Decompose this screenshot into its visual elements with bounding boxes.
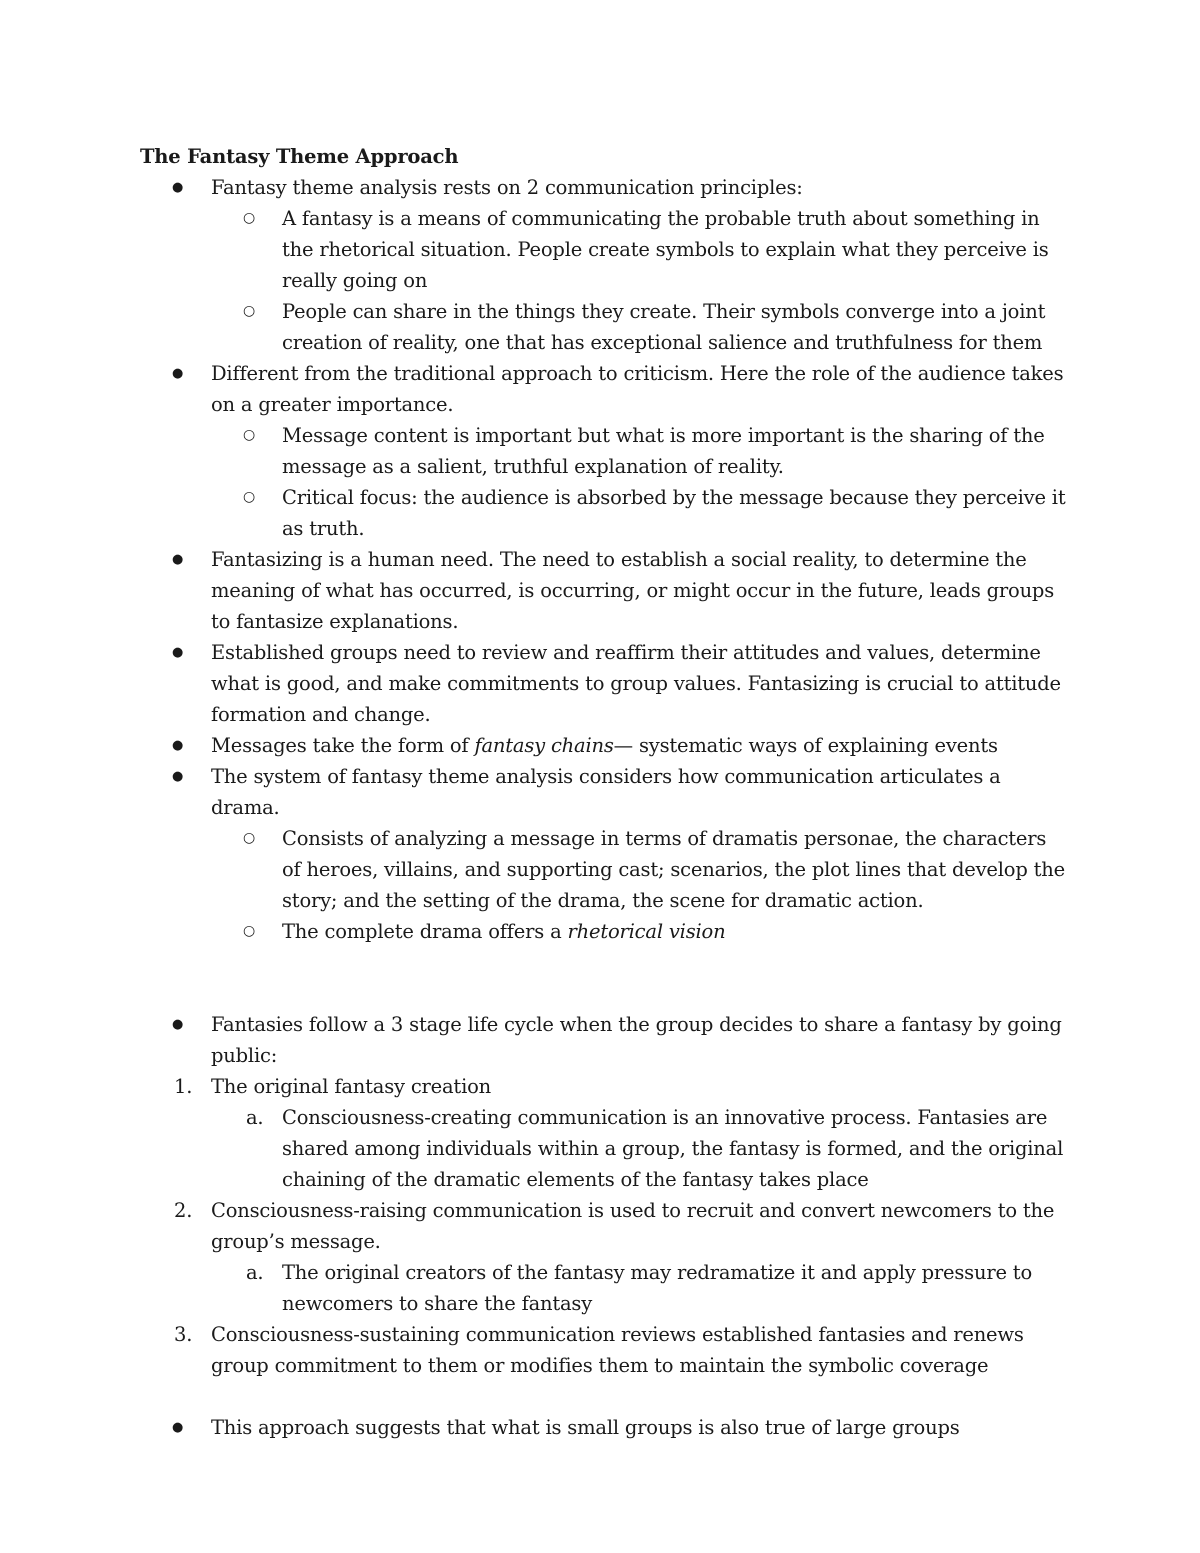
circle-bullet-icon: ○	[243, 210, 256, 226]
list-item	[140, 761, 1070, 823]
list-item	[140, 730, 1070, 761]
list-item-text: The system of fantasy theme analysis considers how communication articulates a drama.	[211, 765, 1001, 819]
list-item	[140, 358, 1070, 420]
emphasis-term: rhetorical vision	[567, 920, 726, 943]
sub-list-item	[140, 916, 1070, 947]
list-number: 1.	[174, 1075, 193, 1098]
sub-list-item-text: A fantasy is a means of communicating the probable truth about something in the rhetorical situation. People create symbols to explain what they perceive is really going on	[282, 207, 1049, 292]
list-letter: a.	[246, 1106, 264, 1129]
list-item	[140, 637, 1070, 730]
text-run: — systematic ways of explaining events	[613, 734, 998, 757]
circle-bullet-icon: ○	[243, 303, 256, 319]
bullet-icon: ●	[172, 645, 184, 660]
lettered-item	[140, 1257, 1070, 1319]
circle-bullet-icon: ○	[243, 923, 256, 939]
list-item-text: Fantasizing is a human need. The need to establish a social reality, to determine the meaning of what has occurred, is occurring, or might occur in the future, leads groups to fantasize explanations.	[211, 548, 1055, 633]
sub-list-item-text: Critical focus: the audience is absorbed by the message because they perceive it as truth.	[282, 486, 1066, 540]
list-item-text: Fantasies follow a 3 stage life cycle when the group decides to share a fantasy by going public:	[211, 1013, 1062, 1067]
list-number: 2.	[174, 1199, 193, 1222]
sub-list-item	[140, 296, 1070, 358]
sub-list-item-text: Message content is important but what is more important is the sharing of the message as a salient, truthful explanation of reality.	[282, 424, 1045, 478]
list-item	[140, 544, 1070, 637]
numbered-item-text: Consciousness-raising communication is used to recruit and convert newcomers to the group’s message.	[211, 1199, 1055, 1253]
circle-bullet-icon: ○	[243, 427, 256, 443]
circle-bullet-icon: ○	[243, 489, 256, 505]
spacer	[140, 947, 1070, 1009]
list-letter: a.	[246, 1261, 264, 1284]
list-item-text: Fantasy theme analysis rests on 2 communication principles:	[211, 176, 803, 199]
numbered-item	[140, 1195, 1070, 1257]
sub-list-item-text	[282, 920, 725, 943]
bullet-icon: ●	[172, 1420, 184, 1435]
list-item	[140, 1412, 1070, 1443]
lettered-item-text: The original creators of the fantasy may redramatize it and apply pressure to newcomers to share the fantasy	[282, 1261, 1032, 1315]
numbered-item	[140, 1071, 1070, 1102]
list-item	[140, 172, 1070, 203]
list-item	[140, 1009, 1070, 1071]
numbered-item	[140, 1319, 1070, 1381]
list-item-text: This approach suggests that what is small groups is also true of large groups	[211, 1416, 960, 1439]
text-run: The complete drama offers a	[282, 920, 568, 943]
sub-list-item	[140, 203, 1070, 296]
document-title: The Fantasy Theme Approach	[140, 145, 459, 168]
numbered-item-text: Consciousness-sustaining communication reviews established fantasies and renews group commitment to them or modifies them to maintain the symbolic coverage	[211, 1323, 1024, 1377]
bullet-icon: ●	[172, 366, 184, 381]
numbered-item-text: The original fantasy creation	[211, 1075, 492, 1098]
bullet-icon: ●	[172, 180, 184, 195]
sub-list-item	[140, 420, 1070, 482]
bullet-icon: ●	[172, 1017, 184, 1032]
bullet-icon: ●	[172, 552, 184, 567]
spacer	[140, 1381, 1070, 1412]
sub-list-item	[140, 823, 1070, 916]
lettered-item-text: Consciousness-creating communication is an innovative process. Fantasies are shared among individuals within a group, the fantasy is formed, and the original chaining of the dramatic elements of the fantasy takes place	[282, 1106, 1064, 1191]
lettered-item	[140, 1102, 1070, 1195]
sub-list-item-text: People can share in the things they create. Their symbols converge into a joint creation of reality, one that has exceptional salience and truthfulness for them	[282, 300, 1046, 354]
bullet-icon: ●	[172, 738, 184, 753]
list-item-text: Established groups need to review and reaffirm their attitudes and values, determine what is good, and make commitments to group values. Fantasizing is crucial to attitude formation and change.	[211, 641, 1061, 726]
list-item-text	[211, 734, 998, 757]
text-run: Messages take the form of	[211, 734, 475, 757]
list-item-text: Different from the traditional approach to criticism. Here the role of the audience takes on a greater importance.	[211, 362, 1064, 416]
bullet-icon: ●	[172, 769, 184, 784]
circle-bullet-icon: ○	[243, 830, 256, 846]
sub-list-item-text: Consists of analyzing a message in terms of dramatis personae, the characters of heroes, villains, and supporting cast; scenarios, the plot lines that develop the story; and the setting of the drama, the scene for dramatic action.	[282, 827, 1065, 912]
sub-list-item	[140, 482, 1070, 544]
document-body	[140, 141, 1070, 1443]
list-number: 3.	[174, 1323, 193, 1346]
emphasis-term: fantasy chains	[474, 734, 614, 757]
